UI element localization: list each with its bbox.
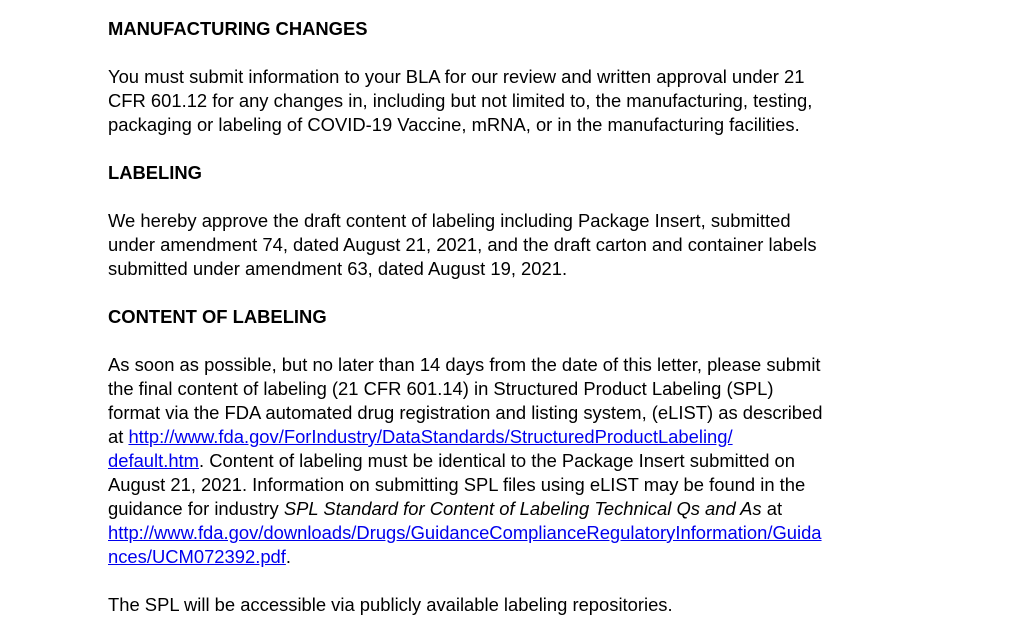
content-paragraph-line (108, 449, 795, 473)
manufacturing-paragraph-line: CFR 601.12 for any changes in, including but not limited to, the manufacturing, testing, (108, 90, 813, 111)
content-paragraph-line (108, 497, 782, 521)
content-text: at (761, 498, 783, 519)
content-paragraph-line (108, 545, 291, 569)
heading-content-of-labeling: CONTENT OF LABELING (108, 306, 327, 327)
content-text: . (285, 546, 292, 567)
labeling-paragraph-line: under amendment 74, dated August 21, 2021, and the draft carton and container labels (108, 234, 817, 255)
spl-standards-link-continued[interactable]: default.htm (108, 450, 199, 471)
heading-labeling: LABELING (108, 162, 202, 183)
heading-manufacturing-changes: MANUFACTURING CHANGES (108, 18, 368, 39)
content-paragraph-line: the final content of labeling (21 CFR 601.14) in Structured Product Labeling (SPL) (108, 378, 774, 399)
content-text: guidance for industry (108, 498, 284, 519)
labeling-paragraph-line: We hereby approve the draft content of labeling including Package Insert, submitted (108, 210, 791, 231)
spl-paragraph-line: The SPL will be accessible via publicly available labeling repositories. (108, 594, 673, 615)
content-paragraph-line (108, 521, 822, 545)
content-text: . Content of labeling must be identical to the Package Insert submitted on (198, 450, 795, 471)
content-paragraph-line (108, 425, 733, 449)
content-text-prefix: at (108, 426, 129, 447)
manufacturing-paragraph-line: packaging or labeling of COVID-19 Vaccine, mRNA, or in the manufacturing facilities. (108, 114, 800, 135)
manufacturing-paragraph-line: You must submit information to your BLA for our review and written approval under 21 (108, 66, 805, 87)
guidance-title: SPL Standard for Content of Labeling Technical Qs and As (283, 498, 762, 519)
content-paragraph-line: August 21, 2021. Information on submitting SPL files using eLIST may be found in the (108, 474, 806, 495)
guidance-document-link-continued[interactable]: nces/UCM072392.pdf (108, 546, 286, 567)
labeling-paragraph-line: submitted under amendment 63, dated August 19, 2021. (108, 258, 568, 279)
content-paragraph-line: format via the FDA automated drug registration and listing system, (eLIST) as described (108, 402, 823, 423)
content-paragraph-line: As soon as possible, but no later than 14 days from the date of this letter, please submit (108, 354, 821, 375)
guidance-document-link[interactable]: http://www.fda.gov/downloads/Drugs/GuidanceComplianceRegulatoryInformation/Guida (108, 522, 822, 543)
spl-standards-link[interactable]: http://www.fda.gov/ForIndustry/DataStandards/StructuredProductLabeling/ (128, 426, 733, 447)
